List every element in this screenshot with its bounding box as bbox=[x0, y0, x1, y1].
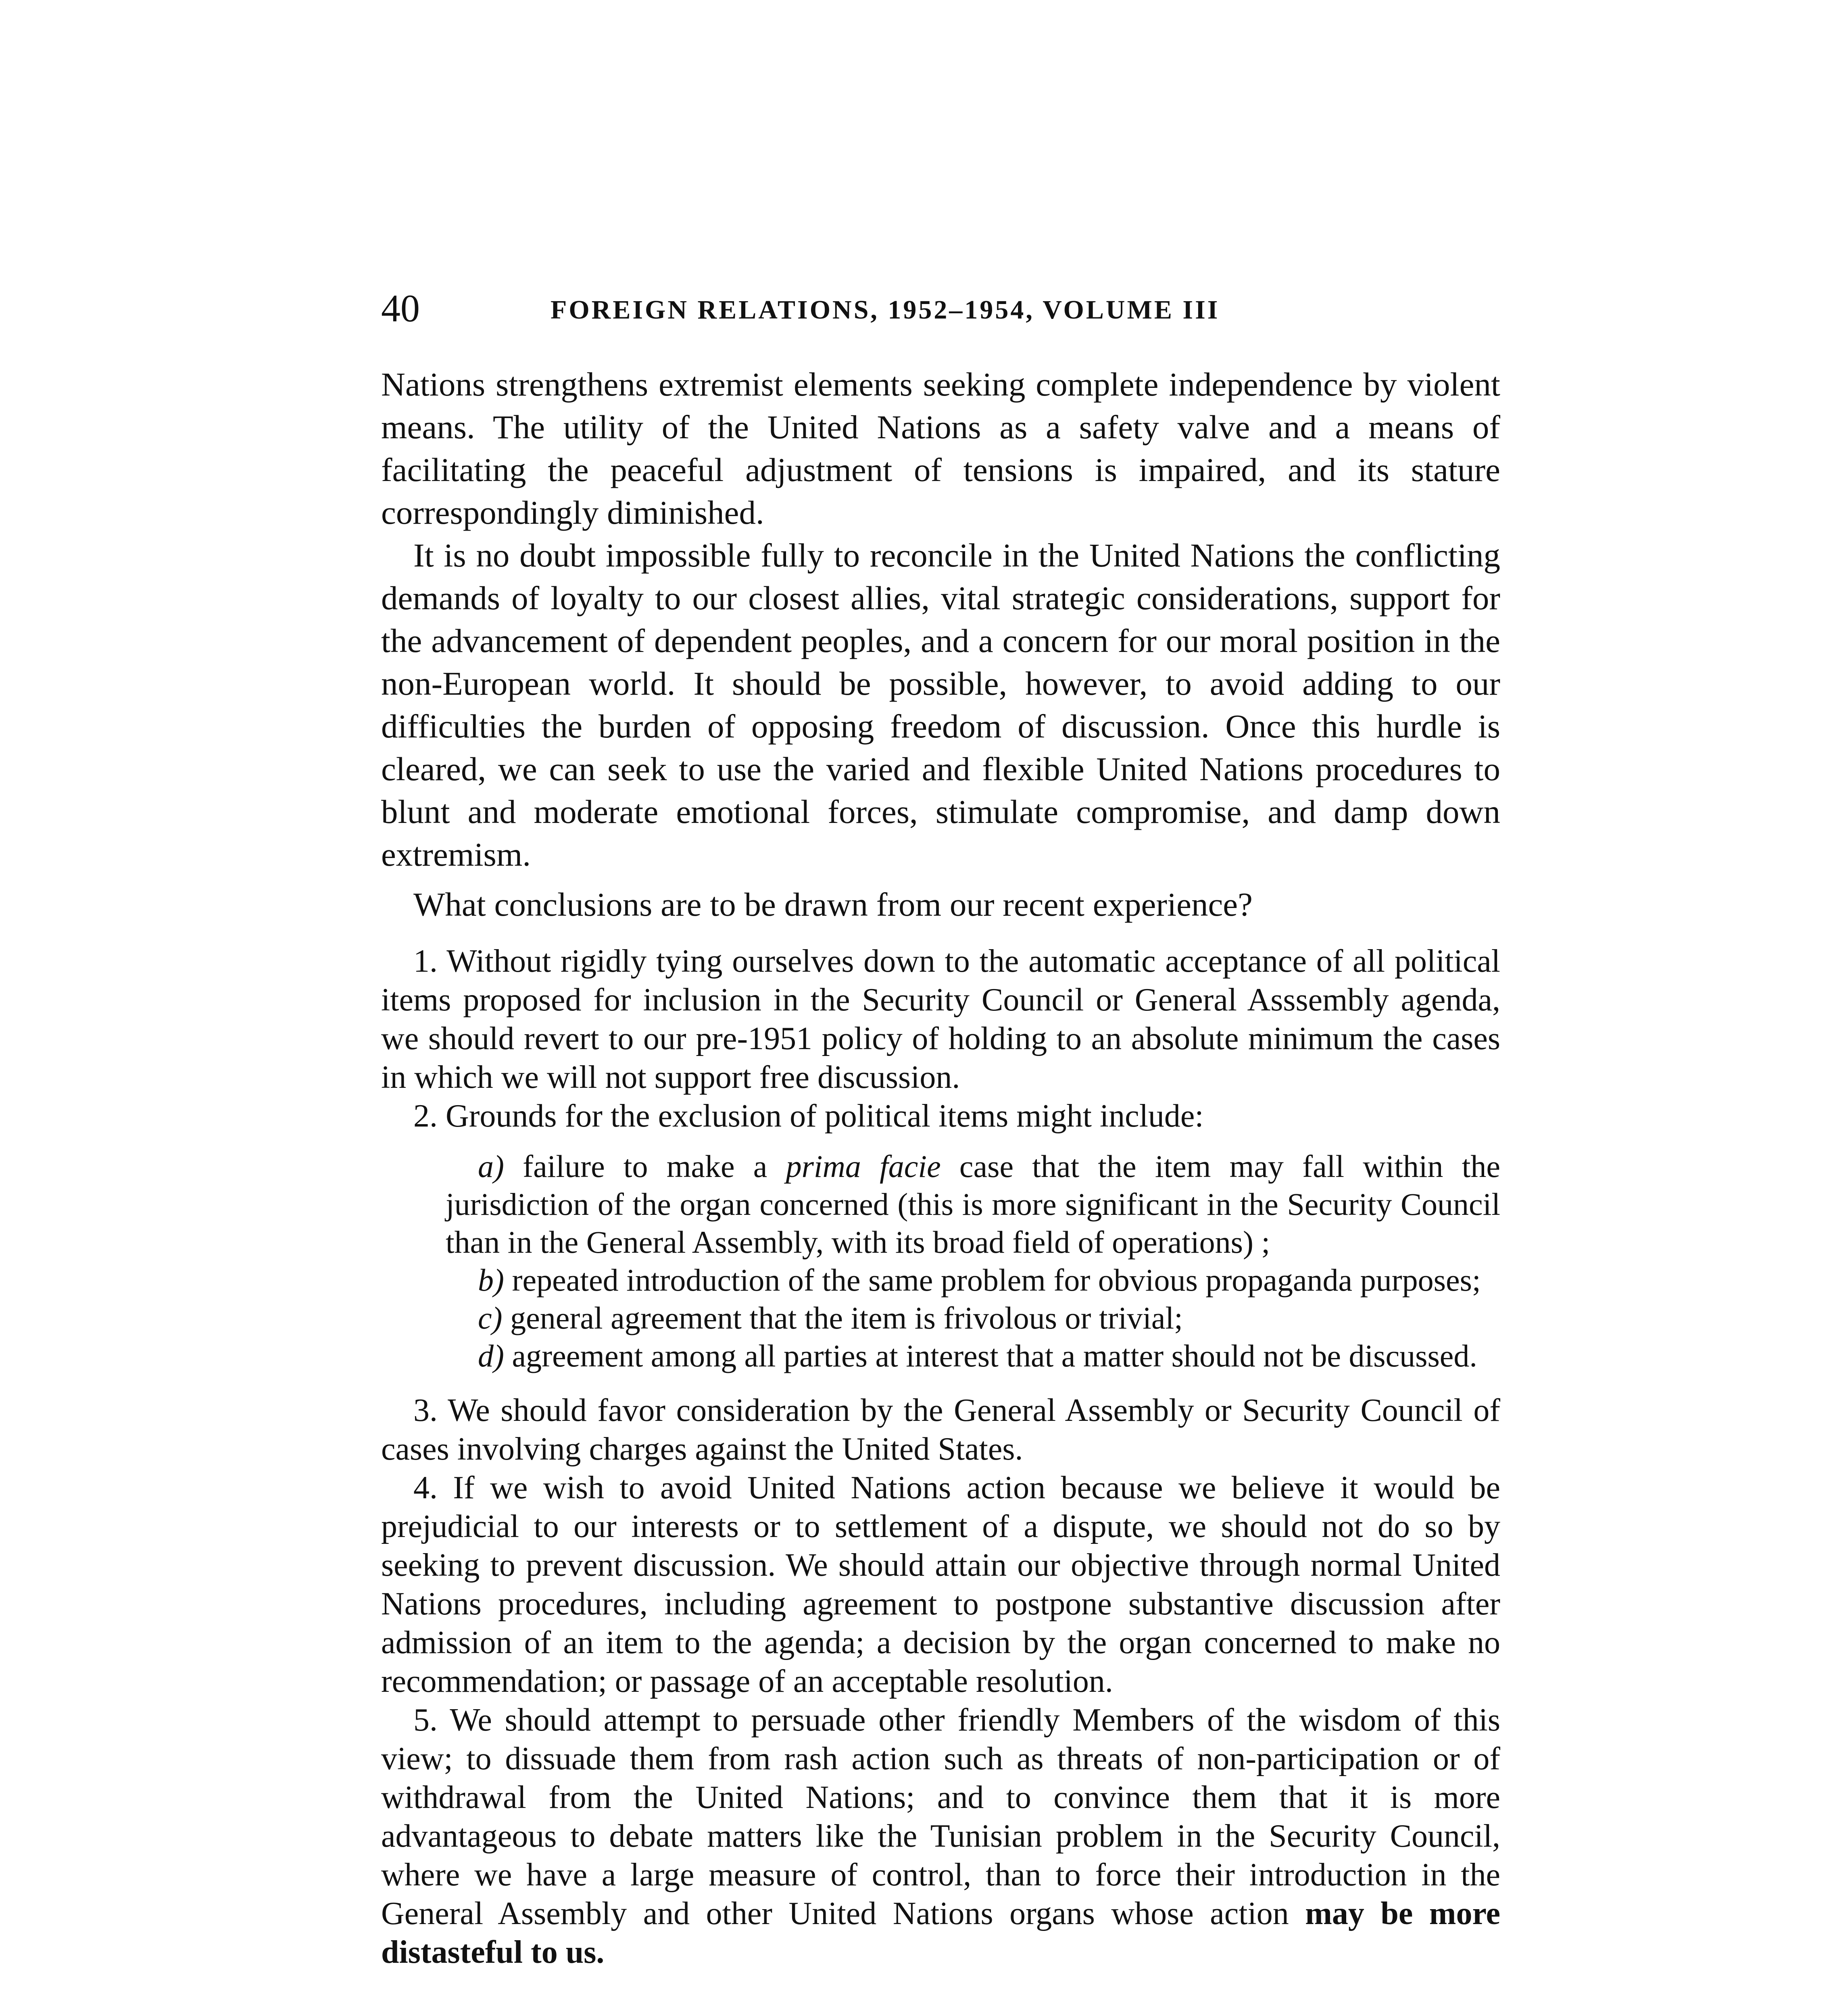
sub-item-a-letter: a) bbox=[478, 1149, 504, 1184]
paragraph-reconcile: It is no doubt impossible fully to reconcile in the United Nations the conflicting demands of loyalty to our closest allies, vital strategic considerations, support for the advancement of dependent peoples, and a concern for our moral position in the non-European world. It should be possible, however, to avoid adding to our difficulties the burden of opposing freedom of discussion. Once this hurdle is cleared, we can seek to use the varied and flexible United Nations procedures to blunt and moderate emotional forces, stimulate compromise, and damp down extremism. bbox=[381, 537, 1500, 873]
sub-item-b bbox=[446, 1261, 1500, 1299]
sub-item-a-text-start: failure to make a bbox=[523, 1149, 767, 1184]
exclusion-grounds-list bbox=[446, 1148, 1500, 1375]
page-header bbox=[381, 286, 1510, 331]
sub-item-a-text-end: case that the item may fall within the jurisdiction of the organ concerned (this is more significant in the Security Council than in the General Assembly, with its broad field of operations) ; bbox=[446, 1149, 1501, 1260]
sub-item-a bbox=[446, 1148, 1500, 1261]
sub-item-d bbox=[446, 1337, 1500, 1375]
sub-item-d-letter: d) bbox=[478, 1338, 504, 1373]
page-number: 40 bbox=[381, 287, 420, 330]
numbered-item-5-ending: may be more distasteful to us. bbox=[381, 1896, 1501, 1970]
sub-item-c bbox=[446, 1299, 1500, 1337]
numbered-item-2: 2. Grounds for the exclusion of political items might include: bbox=[413, 1098, 1204, 1134]
running-head: FOREIGN RELATIONS, 1952–1954, VOLUME III bbox=[550, 295, 1220, 325]
body-text bbox=[381, 363, 1500, 1972]
sub-item-b-text: repeated introduction of the same problem for obvious propaganda purposes; bbox=[512, 1262, 1481, 1297]
sub-item-c-text: general agreement that the item is frivolous or trivial; bbox=[510, 1300, 1183, 1335]
numbered-item-3: 3. We should favor consideration by the General Assembly or Security Council of cases involving charges against the United States. bbox=[381, 1393, 1500, 1467]
numbered-item-5-text: 5. We should attempt to persuade other friendly Members of the wisdom of this view; to dissuade them from rash action such as threats of non-participation or of withdrawal from the United Nations; and to convince them that it is more advantageous to debate matters like the Tunisian problem in the Security Council, where we have a large measure of control, than to force their introduction in the General Assembly and other United Nations organs whose action bbox=[381, 1702, 1500, 1931]
paragraph-continuation: Nations strengthens extremist elements seeking complete independence by violent means. The utility of the United Nations as a safety valve and a means of facilitating the peaceful adjustment of tensions is impaired, and its stature correspondingly diminished. bbox=[381, 366, 1500, 531]
sub-item-b-letter: b) bbox=[478, 1262, 504, 1297]
numbered-item-5 bbox=[381, 1701, 1500, 1972]
numbered-item-1: 1. Without rigidly tying ourselves down to the automatic acceptance of all political items proposed for inclusion in the Security Council or General Asssembly agenda, we should revert to our pre-1951 policy of holding to an absolute minimum the cases in which we will not support free discussion. bbox=[381, 943, 1500, 1095]
sub-item-c-letter: c) bbox=[478, 1300, 503, 1335]
paragraph-conclusions-question: What conclusions are to be drawn from our recent experience? bbox=[413, 886, 1253, 923]
sub-item-a-italic: prima facie bbox=[786, 1149, 941, 1184]
sub-item-d-text: agreement among all parties at interest that a matter should not be discussed. bbox=[512, 1338, 1477, 1373]
numbered-item-4: 4. If we wish to avoid United Nations action because we believe it would be prejudicial to our interests or to settlement of a dispute, we should not do so by seeking to prevent discussion. We should attain our objective through normal United Nations procedures, including agreement to postpone substantive discussion after admission of an item to the agenda; a decision by the organ concerned to make no recommendation; or passage of an acceptable resolution. bbox=[381, 1470, 1500, 1699]
